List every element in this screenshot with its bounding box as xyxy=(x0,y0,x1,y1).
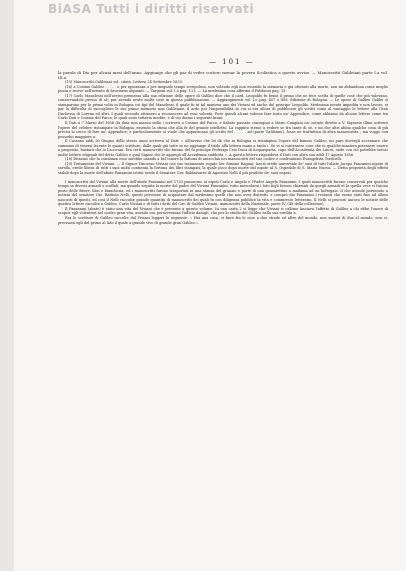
footnote-17: (17) Carlo Manolessi nell'avviso premesso alla sua edizione delle opere di Galileo dice che il card. Leopoldo fu bensì il primo che ne fece scelta di quelle cose che più valevano, conservandole presso di sè; pur avendo avute molte cose in questa pubblicazione. — Aggiungimenti vol. I.o pag. 407 e 408. Edizione di Bologna. — Le opere di Galileo Galilei si stamparono per la prima volta in Bologna coi tipi del Manolessi, il quale fu in tal maniera uno dei Viviani ed anche del principe Leopoldo. Medesima niente impedita e non lavoro, ei per la difficoltà di raccogliere le sue prime memorie non Galileiane, il ardo per l'impossibilità in cui si era allora di pubblicare gli scritti come al vantaggio le lettere alla Gran Duchessa di Lorena ed altri. I quali secondo attinsero a riconoscere ad esso volontà. Pure quindi alcuni volesse fare tosto un' Appendice, come abbiamo da alcune lettere come tra Carlo Dati e Cosimo del Parco, le quali sono tuttavia inedite, e di cui diamo i seguenti brani. xyxy=(58,93,388,121)
footnote-18: (18) Diciamo che la condanza esso sarebbe osando a bel tenore la fattona di antecchia nei manoscritti del suo codice e confrontazio Evangelista Torricelli. xyxy=(65,157,342,162)
footnotes-block xyxy=(58,80,388,225)
watermark: BiASA Tutti i diritti riservati xyxy=(48,2,255,16)
footnote-19: (19) Testamento del Viviani. — Il Signor Vincenzo Viviani con suo testamento rogato Ser Simone Ragnai, lasciò erede universale de' suoi di tutti l'abate Jacopo Panzanini nipote di sorella, erede libera di tutti i suoi molti contienta la fortuna dei libri stampati, la quale poco dopo morte del nipote al S. Ospedale di S. Maria Nuova. — Detta proprietà degli effetti stabili dopo la morte dell'abate Panzanini istituì erede il Senatore Cav. Baldassarre di Agostino Nelli il più proibito de' suoi nepoti. xyxy=(58,161,388,176)
paragraph: Il Dati a 7 Marzo del 1656 (la data non manca nella ) scriveva a Cosimo del Parco, e Sabato passato consegnai a Mario Cangiani un' inviato diretto a V. Signoria Illma sotterrò l'opere del celebre ristampate in Bologna, essendo la stima che alla fe del grande intelletto. La rappiito stesse a vedere se fra tante di sè, e mi che altri abbia qualche cosa di più precisi io cerco di fare un' Appendice; e particolarmente si vuole che appariscano gli scritti del . . . . . ad (parte Galileiani), fosse ne trattattica di altra manoscritta ; ma voggo con possedui maggiore a. xyxy=(58,121,388,139)
paragraph: Il Cassano addì 26 Giugno dello stesso anno scriveva al Dati: « All'avviso che lei dà che in Bologna si ristampino l'opere del famoso Galileo, mi pare dovergli accennare che cammino di tenersi lecente le quanti scritture, dalle quali già tutte se ne aggiunge il titolo alla lettera mano a tanta i. Se vi si contessero cose che in qualche maniera potessero essere a proposito, bastarà che io l'accenni. Era certi manoscritti che furono del fu principe Federigo Cesi Duca di Acquasparta, capo dell'Accademia dei Lincei, onde con ciò potrebbe trovar molte lettere originali del detto Galileo e qual Signor che le aggregò all'Accademia suddetta ». A questa lettera rispondeva il Dati con altra sua addì 17 Agosto 1656. xyxy=(58,139,388,157)
paragraph: Il Panzanini (abate) è stato una vita del Viviani che è presente a questo volume. In una carta 2 si legge che Viviani si callimo lasciava l'affetto di Galileo a chi ebbe l'onore di scoprir egli volentieri nel nostro gran vita, avendo con perseveranza l'ufficio datogli, che per lo studio del Galileo nella sua eredità a. xyxy=(58,206,388,216)
paragraph: I manoscritti del Viviani alla morte dell'abate Panzanini nel 1733 passarono ai nipoti Carlo e Angelo e l'Padre Angelo Panzanini. I quali manoscritti furono conservati per qualche tempo in diversi armadi e scaffali, ma quando seguita la morte del padre del Viviani Panzanini, tutto mescolarsi i loro fogli furono chiamati da quegli armadi et la quella vece vi furono posto delle Brave, libri e biancheria, ed i manoscritti furono trasportati in una stanza del granaio e parte di una granaiettino a madama ad un bottegaio. Il che avendo pervenuto a notizia del senatore Gio. Battista Nelli, questi pervenne di acquistare dal medesimo quelli che non avea distrutti, e comprò dai Panzanini i restanti che erano stati fino ad allora nascosti di questi, ed così il Nelli raccolse grande quantità di manoscritti dei quali fu con diligenza pubblicò la vita e commercio letterario. Il Nelli si procurò ancora le notizie delle quattro lettere raccolte a Galileo, Carlo Viviani e di tutti i detti del Cav. di Galileo Viviani, manoscritti della Nazionale. parte IV, (48 della collezione). xyxy=(58,179,388,207)
footnote-16: (16) a Cosimo Galileo . . . . . o per ignoranza o per ineguale tempo scrupoloso, non volendo egli non essendo la memoria e già ottenuti alla morte, non mi abbandona come meglio possa e riceve nell'intento di bruciarne alquanti. — Targioni vol. I.o pag. 123. — La medesima cosa afferma il Fabbroni pag. 15. xyxy=(58,84,388,94)
page-number: — 101 — xyxy=(209,58,255,66)
document-page xyxy=(14,0,406,571)
page-body xyxy=(58,70,388,562)
paragraph: la parola di Dio per alcuni mesi dell'anno. Aggiunge che gli par di veder costoro menar la povera Scolàstica a questo avviso. — Manoscritti Galileiani parte I.a vol. III.a xyxy=(58,70,388,81)
footnote-15: (15) Manoscritti Galileiani vol. citato. Lettera 24 Settembre 1633. xyxy=(65,80,183,85)
paragraph: Era le scritture di Galileo raccolte dal Viviani leggeri la seguente: « Hai una casa, vi fiore fra le rose a due strade ed altre del mondo, non morirà di due al mondo; non vi, precisava egli del primo al lato il quale a grande vivo di grande gran Galileo ». xyxy=(58,215,388,225)
